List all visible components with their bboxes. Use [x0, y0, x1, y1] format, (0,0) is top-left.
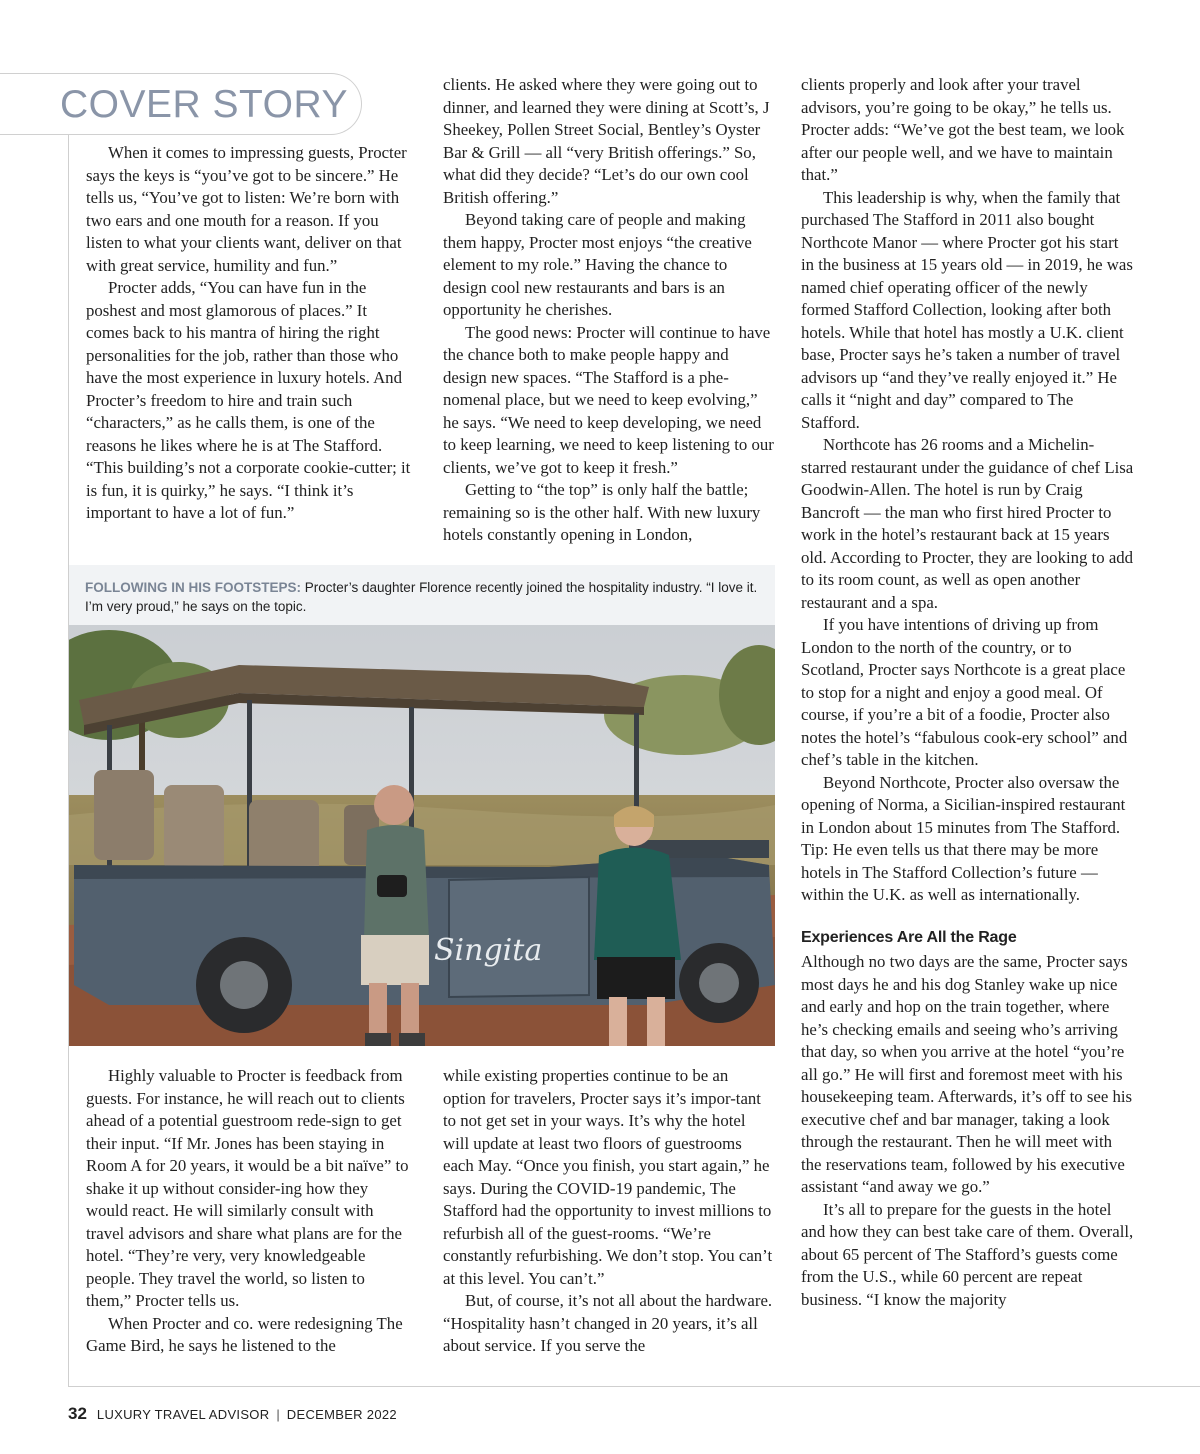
paragraph: This leadership is why, when the family that purchased The Stafford in 2011 also bought Northcote Manor — where Procter got his start in the business at 15 years old — in 2019, he was named chief operating officer of the newly formed Stafford Collection, looking after both hotels. While that hotel has mostly a U.K. client base, Procter says he’s taken a number of travel advisors up “and they’ve really enjoyed it.” He calls it “night and day” compared to The Stafford. [801, 187, 1133, 432]
footer-rule [68, 1386, 1200, 1387]
paragraph: Beyond taking care of people and making them happy, Procter most enjoys “the creative element to my role.” Having the chance to design cool new restaurants and bars is an opportunity he cherishes. [443, 210, 752, 319]
paragraph: clients. He asked where they were going out to dinner, and learned they were dining at Scott’s, J Sheekey, Pollen Street Social, Bentley’s Oyster Bar & Grill — all “very British offerings.” So, what did they decide? “Let’s do our own cool British offering.” [443, 75, 770, 207]
safari-vehicle-image [69, 565, 775, 1046]
section-label: COVER STORY [60, 83, 348, 126]
subheading: Experiences Are All the Rage [801, 928, 1017, 946]
issue-date: DECEMBER 2022 [286, 1407, 397, 1422]
binoculars-icon [377, 875, 407, 897]
caption-text: Procter’s daughter Florence recently joined the hospitality industry. “I love it. I’m very proud,” he says on the topic. [85, 580, 758, 614]
paragraph: When it comes to impressing guests, Procter says the keys is “you’ve got to be sincere.” He tells us, “You’ve got to listen: We’re born with two ears and one mouth for a reason. If you listen to what your clients want, deliver on that with great service, humility and fun.” [86, 143, 407, 275]
column-1-top [86, 142, 414, 525]
paragraph: clients properly and look after your travel advisors, you’re going to be okay,” he tells us. Procter adds: “We’ve got the best team, we look after our people well, and we have to maintain that.” [801, 75, 1125, 184]
page-number: 32 [68, 1404, 87, 1423]
paragraph: Highly valuable to Procter is feedback from guests. For instance, he will reach out to clients ahead of a potential guestroom rede-sign to get their input. “If Mr. Jones has been staying in Room A for 20 years, it would be a bit naïve” to shake it up without consider-ing how they would react. He will similarly consult with travel advisors and share what plans are for the hotel. “They’re very, very knowledgeable people. They travel the world, so listen to them,” Procter tells us. [86, 1066, 409, 1310]
paragraph: while existing properties continue to be an option for travelers, Procter says it’s impor-tant to not get set in your ways. It’s why the hotel will update at least two floors of guestrooms each May. “Once you finish, you start again,” he says. During the COVID-19 pandemic, The Stafford had the opportunity to invest millions to refurbish all of the guest-rooms. “We’re constantly refurbishing. We don’t stop. You can’t at this level. You can’t.” [443, 1066, 773, 1288]
paragraph: Northcote has 26 rooms and a Michelin-starred restaurant under the guidance of chef Lisa Goodwin-Allen. The hotel is run by Craig Bancroft — the man who first hired Procter to work in the hotel’s restaurant back at 15 years old. According to Procter, they are looking to add to its room count, as well as open another restaurant and a spa. [801, 435, 1134, 612]
column-2-top [443, 74, 775, 547]
photo-caption [69, 565, 775, 625]
paragraph: If you have intentions of driving up from London to the north of the country, or to Scotland, Procter says Northcote is a great place to stop for a night and enjoy a good meal. Of course, if you’re a bit of a foodie, Procter also notes the hotel’s “fabulous cook-ery school” and chef’s table in the kitchen. [801, 615, 1128, 769]
page-footer [68, 1404, 397, 1424]
paragraph: Although no two days are the same, Procter says most days he and his dog Stanley wake up nice and early and hop on the train together, where he’s checking emails and seeing who’s arriving that day, so when you arrive at the hotel “you’re all go.” He will first and foremost meet with his housekeeping team. Afterwards, it’s off to see his executive chef and bar manager, taking a look through the restaurant. Then he will meet with the reservations team, followed by his executive assistant “and away we go.” [801, 952, 1133, 1196]
column-3 [801, 74, 1135, 1311]
publication-name: LUXURY TRAVEL ADVISOR [96, 1407, 270, 1422]
paragraph: Procter adds, “You can have fun in the poshest and most glamorous of places.” It comes back to his mantra of hiring the right personalities for the job, rather than those who have the most experience in luxury hotels. And Procter’s freedom to hire and train such “characters,” as he calls them, is one of the reasons he likes where he is at The Stafford. “This building’s not a corporate cookie-cutter; it is fun, it is quirky,” he says. “I think it’s important to have a lot of fun.” [86, 278, 411, 522]
vehicle-logo: Singita [434, 933, 543, 968]
paragraph: It’s all to prepare for the guests in the hotel and how they can best take care of them. Overall, about 65 percent of The Stafford’s guests come from the U.S., while 60 percent are repeat business. “I know the majority [801, 1199, 1134, 1309]
paragraph: Getting to “the top” is only half the battle; remaining so is the other half. With new luxury hotels constantly opening in London, [443, 480, 761, 544]
feature-photo [69, 565, 775, 1046]
paragraph: But, of course, it’s not all about the hardware. “Hospitality hasn’t changed in 20 years, it’s all about service. If you serve the [443, 1291, 773, 1355]
paragraph: The good news: Procter will continue to have the chance both to make people happy and design new spaces. “The Stafford is a phe-nomenal place, but we need to keep evolving,” he says. “We need to keep developing, we need to keep learning, we need to keep listening to our clients, we’ve got to keep it fresh.” [443, 322, 774, 477]
column-2-bottom [443, 1065, 775, 1358]
column-1-bottom [86, 1065, 414, 1358]
paragraph: When Procter and co. were redesigning The Game Bird, he says he listened to the [86, 1313, 403, 1355]
caption-lead: FOLLOWING IN HIS FOOTSTEPS: [85, 580, 301, 595]
footer-separator: | [276, 1407, 280, 1422]
paragraph: Beyond Northcote, Procter also oversaw the opening of Norma, a Sicilian-inspired restaurant in London about 15 minutes from The Stafford. Tip: He even tells us that there may be more hotels in The Stafford Collection’s future — within the U.K. as well as internationally. [801, 772, 1126, 904]
